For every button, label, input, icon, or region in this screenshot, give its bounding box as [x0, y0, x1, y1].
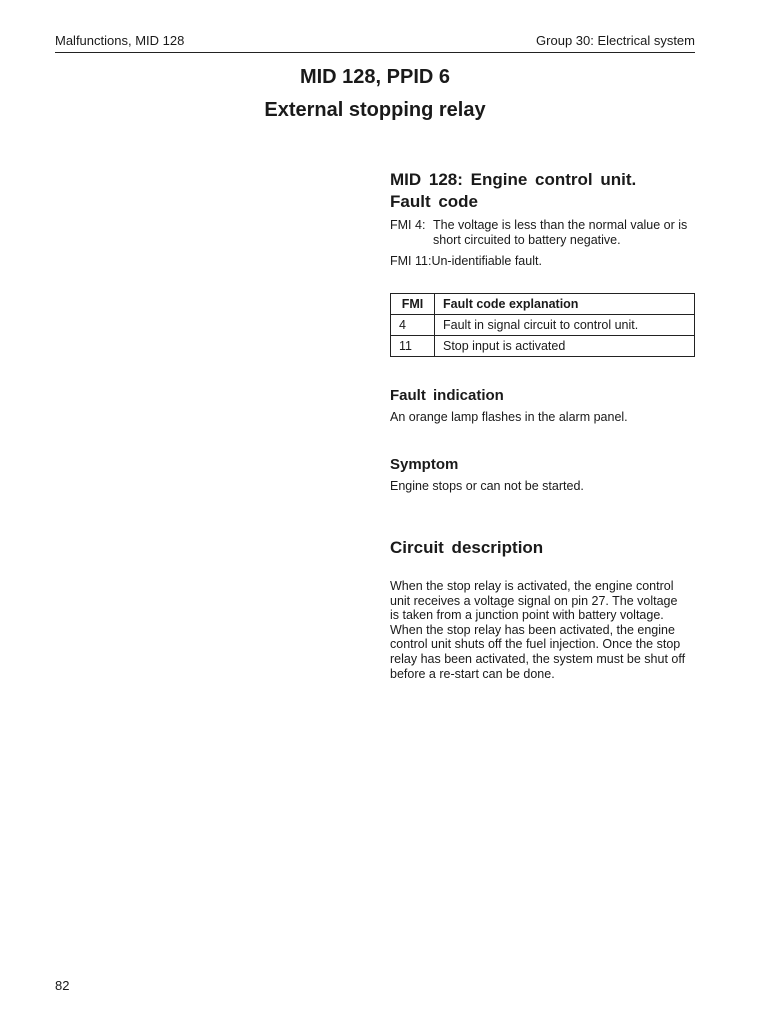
symptom-text: Engine stops or can not be started. [390, 479, 584, 493]
fmi-text: Un-identifiable fault. [431, 254, 542, 268]
fault-code-heading-line2: Fault code [390, 192, 479, 211]
page-number: 82 [55, 978, 70, 993]
fmi-item [390, 254, 696, 269]
page-subtitle: External stopping relay [264, 99, 486, 121]
table-header-row [391, 294, 695, 315]
table-cell-explanation: Stop input is activated [435, 336, 695, 357]
header-divider [55, 52, 695, 53]
circuit-line: When the stop relay is activated, the engine control [390, 579, 674, 593]
table-cell-fmi: 4 [391, 315, 435, 336]
page-title: MID 128, PPID 6 [299, 66, 451, 88]
fault-code-heading [390, 169, 696, 213]
fault-indication-text: An orange lamp flashes in the alarm panel. [390, 410, 628, 424]
table-cell-explanation: Fault in signal circuit to control unit. [435, 315, 695, 336]
circuit-line: relay has been activated, the system must be shut off [390, 651, 686, 666]
fmi-label: FMI 4: [390, 218, 426, 232]
circuit-description-heading: Circuit description [390, 538, 544, 557]
symptom-heading: Symptom [390, 456, 459, 473]
fmi-text: The voltage is less than the normal value or is short circuited to battery negative. [433, 218, 688, 247]
header-section-title: Malfunctions, MID 128 [55, 33, 185, 48]
circuit-line: before a re-start can be done. [390, 666, 555, 681]
table-header-explanation: Fault code explanation [435, 294, 695, 315]
fault-indication-heading: Fault indication [390, 387, 504, 404]
circuit-line: unit receives a voltage signal on pin 27. The voltage [390, 593, 678, 608]
fault-code-table [390, 293, 695, 357]
table-cell-fmi: 11 [391, 336, 435, 357]
circuit-line: control unit shuts off the fuel injection. Once the stop [390, 637, 681, 652]
table-row [391, 315, 695, 336]
table-header-fmi: FMI [391, 294, 435, 315]
circuit-line: is taken from a junction point with battery voltage. [390, 608, 664, 623]
header-group-title: Group 30: Electrical system [536, 33, 695, 48]
circuit-description-text [390, 579, 696, 681]
fault-code-heading-line1: MID 128: Engine control unit. [390, 170, 637, 189]
fmi-label: FMI 11: [390, 254, 432, 268]
table-row [391, 336, 695, 357]
circuit-line: When the stop relay has been activated, the engine [390, 622, 675, 637]
